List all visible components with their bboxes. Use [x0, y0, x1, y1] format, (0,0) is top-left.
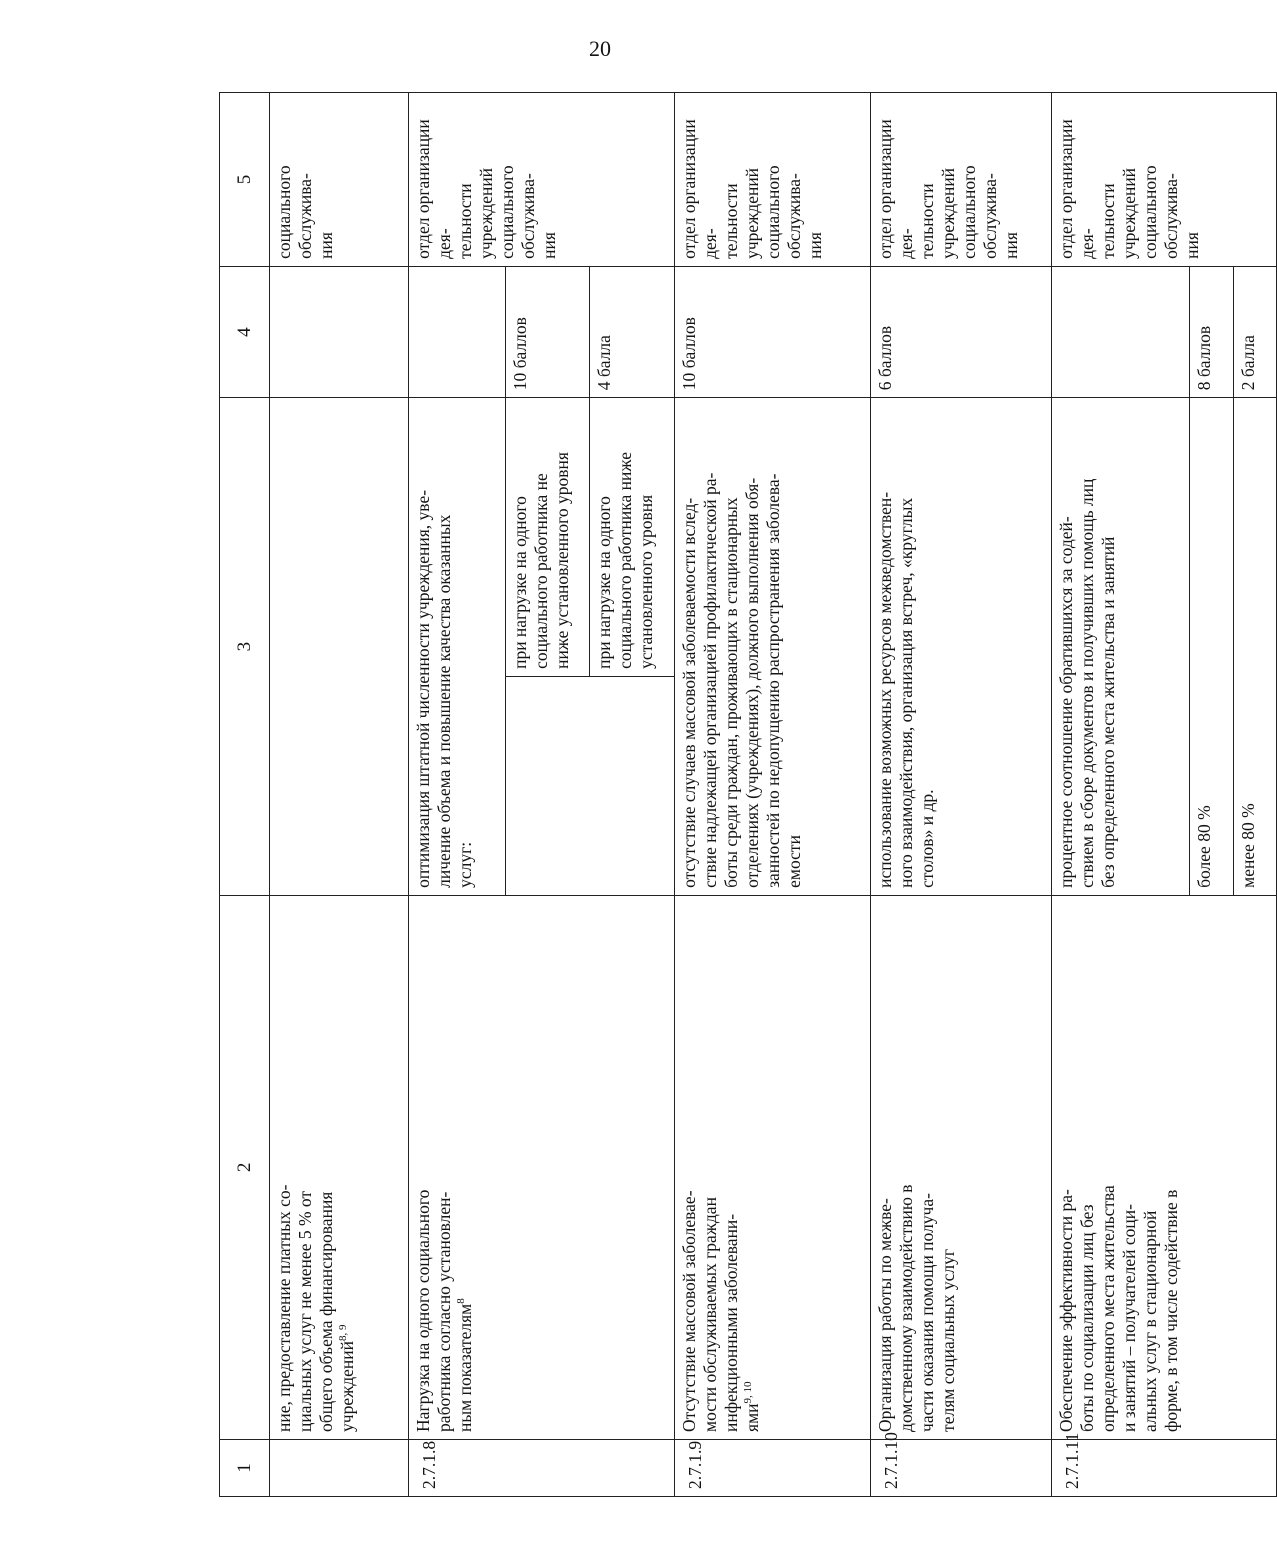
criteria-cell: оптимизация штатной численности учреждения, уве- личение объема и повышение качества оказанных услуг: — [408, 398, 505, 896]
col-header-5: 5 — [220, 93, 270, 267]
col-header-3: 3 — [220, 398, 270, 896]
criteria-cell: процентное соотношение обратившихся за содей- ствием в сборе документов и получивших помощь лиц без определенного места жительства и занятий — [1052, 398, 1190, 896]
footnote-ref: 8 — [455, 1298, 468, 1304]
responsible-cell: отдел организации дея- тельности учреждений социального обслужива- ния — [408, 93, 675, 267]
score-cell: 2 балла — [1234, 266, 1277, 397]
table-row-2-7-1-8 — [408, 93, 505, 1497]
col-header-1: 1 — [220, 1439, 270, 1496]
criteria-cell: использование возможных ресурсов межведомствен- ного взаимодействия, организация встреч, «круглых столов» и др. — [871, 398, 1052, 896]
score-cell: 8 баллов — [1190, 266, 1234, 397]
col-header-2: 2 — [220, 895, 270, 1439]
indicator-cell: Организация работы по межве- домственному взаимодействию в части оказания помощи получа- телям социальных услуг — [871, 895, 1052, 1439]
indicator-cell: ние, предоставление платных со- циальных услуг не менее 5 % от общего объема финансирования учреждений$^{8, 9}$ — [269, 895, 408, 1439]
table-row-2-7-1-10 — [871, 93, 1052, 1497]
criteria-sub-cell: менее 80 % — [1234, 398, 1277, 896]
criteria-indent-cell — [506, 676, 589, 895]
rotated-table-container — [219, 92, 1277, 1497]
row-number: 2.7.1.9 — [675, 1439, 871, 1496]
indicator-cell: Отсутствие массовой заболевае- мости обслуживаемых граждан инфекционными заболевани- ями$^{9, 10}$ — [675, 895, 871, 1439]
score-cell: 6 баллов — [871, 266, 1052, 397]
criteria-cell — [269, 398, 408, 896]
responsible-cell: отдел организации дея- тельности учреждений социального обслужива- ния — [1052, 93, 1277, 267]
row-number: 2.7.1.10 — [871, 1439, 1052, 1496]
score-cell: 4 балла — [589, 266, 675, 397]
footnote-ref: 9, 10 — [742, 1381, 755, 1404]
row-number-cell — [269, 1439, 408, 1496]
table-row-2-7-1-11 — [1052, 93, 1190, 1497]
criteria-sub-cell: при нагрузке на одного социального работника не ниже установленного уровня — [506, 398, 589, 677]
table-row-2-7-1-9 — [675, 93, 871, 1497]
footnote-ref: 8, 9 — [337, 1324, 349, 1342]
table-row-continuation — [269, 93, 408, 1497]
col-header-4: 4 — [220, 266, 270, 397]
row-number: 2.7.1.11 — [1052, 1439, 1277, 1496]
criteria-cell: отсутствие случаев массовой заболеваемости вслед- ствие надлежащей организацией профилактической ра- боты среди граждан, проживающих в стационарных отделениях (учреждениях), должного выполнения обя- занностей по недопущению распространения заболева- емости — [675, 398, 871, 896]
score-cell — [269, 266, 408, 397]
responsible-cell: отдел организации дея- тельности учреждений социального обслужива- ния — [675, 93, 871, 267]
criteria-indent-cell — [589, 676, 675, 895]
criteria-sub-cell: более 80 % — [1190, 398, 1234, 896]
responsible-cell: отдел организации дея- тельности учреждений социального обслужива- ния — [871, 93, 1052, 267]
score-cell: 10 баллов — [506, 266, 589, 397]
score-cell: 10 баллов — [675, 266, 871, 397]
criteria-table — [219, 92, 1277, 1497]
row-number: 2.7.1.8 — [408, 1439, 675, 1496]
table-header-row — [220, 93, 270, 1497]
score-cell — [408, 266, 505, 397]
indicator-cell: Нагрузка на одного социального работника согласно установлен- ным показателям$^8$ — [408, 895, 675, 1439]
criteria-sub-cell: при нагрузке на одного социального работника ниже установленного уровня — [589, 398, 675, 677]
responsible-cell: социального обслужива- ния — [269, 93, 408, 267]
score-cell — [1052, 266, 1190, 397]
indicator-cell: Обеспечение эффективности ра- боты по социализации лиц без определенного места жительства и занятий – получателей соци- альных услуг в стационарной форме, в том числе содействие в — [1052, 895, 1277, 1439]
page-number: 20 — [589, 36, 611, 61]
